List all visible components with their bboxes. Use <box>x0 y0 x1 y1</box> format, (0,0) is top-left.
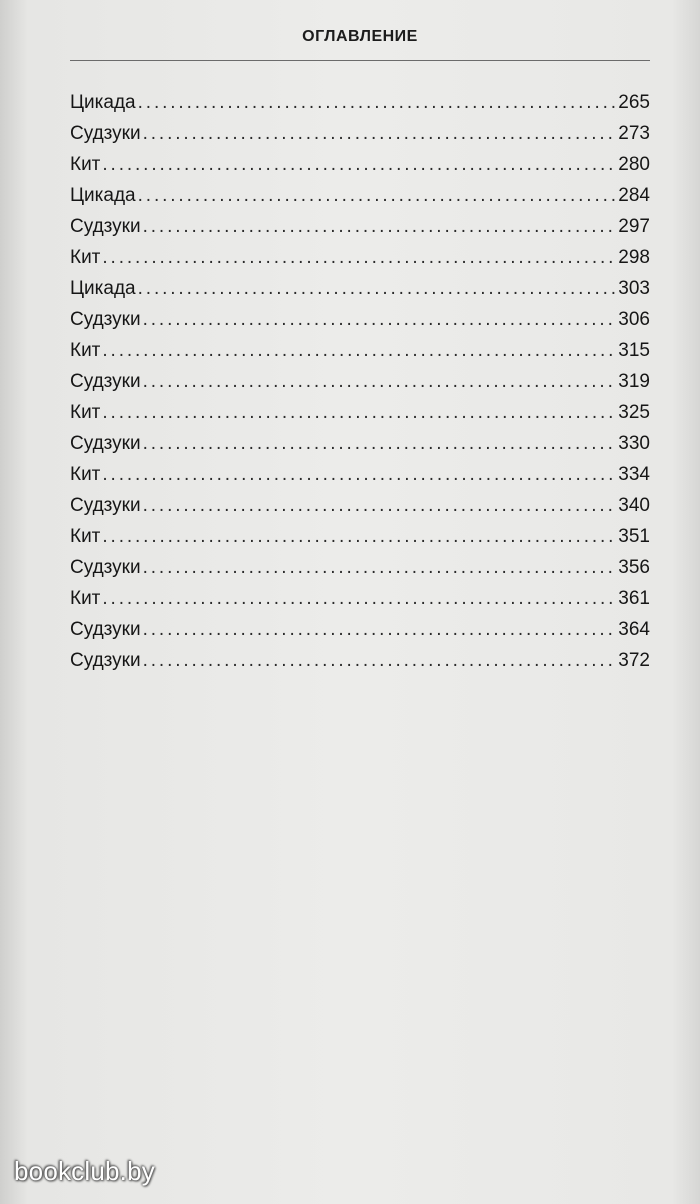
header-divider <box>70 60 650 61</box>
dot-leader <box>143 619 617 641</box>
dot-leader <box>138 185 617 207</box>
toc-entry-page: 340 <box>618 495 650 516</box>
toc-entry-title: Цикада <box>70 185 136 206</box>
toc-entry-title: Кит <box>70 247 101 268</box>
toc-entry-title: Судзуки <box>70 216 141 237</box>
toc-entry-page: 284 <box>618 185 650 206</box>
toc-entry[interactable] <box>70 557 650 588</box>
table-of-contents <box>70 92 650 681</box>
dot-leader <box>102 154 616 176</box>
page-header <box>70 28 650 46</box>
toc-entry-page: 356 <box>618 557 650 578</box>
toc-entry[interactable] <box>70 216 650 247</box>
toc-entry[interactable] <box>70 433 650 464</box>
toc-entry-page: 372 <box>618 650 650 671</box>
toc-entry-page: 364 <box>618 619 650 640</box>
toc-entry-page: 315 <box>618 340 650 361</box>
toc-entry[interactable] <box>70 495 650 526</box>
toc-entry-title: Судзуки <box>70 557 141 578</box>
toc-entry[interactable] <box>70 154 650 185</box>
toc-entry[interactable] <box>70 371 650 402</box>
toc-entry-page: 330 <box>618 433 650 454</box>
dot-leader <box>143 650 617 672</box>
dot-leader <box>143 433 617 455</box>
toc-entry[interactable] <box>70 340 650 371</box>
toc-entry-title: Судзуки <box>70 619 141 640</box>
toc-entry-page: 298 <box>618 247 650 268</box>
toc-entry-page: 273 <box>618 123 650 144</box>
toc-entry-page: 306 <box>618 309 650 330</box>
toc-entry-page: 265 <box>618 92 650 113</box>
dot-leader <box>143 123 617 145</box>
page-title: ОГЛАВЛЕНИЕ <box>302 28 418 45</box>
dot-leader <box>102 464 616 486</box>
toc-entry-title: Цикада <box>70 278 136 299</box>
toc-entry-title: Кит <box>70 154 101 175</box>
toc-entry-page: 334 <box>618 464 650 485</box>
toc-entry-page: 351 <box>618 526 650 547</box>
dot-leader <box>102 588 616 610</box>
dot-leader <box>102 247 616 269</box>
toc-entry-title: Судзуки <box>70 371 141 392</box>
toc-entry[interactable] <box>70 588 650 619</box>
dot-leader <box>138 92 617 114</box>
dot-leader <box>143 309 617 331</box>
toc-entry-title: Судзуки <box>70 123 141 144</box>
toc-entry-page: 319 <box>618 371 650 392</box>
toc-entry-title: Цикада <box>70 92 136 113</box>
site-watermark: bookclub.by <box>14 1156 155 1186</box>
toc-entry-page: 297 <box>618 216 650 237</box>
dot-leader <box>102 340 616 362</box>
toc-entry-title: Кит <box>70 588 101 609</box>
toc-entry[interactable] <box>70 278 650 309</box>
toc-entry[interactable] <box>70 464 650 495</box>
toc-entry-page: 361 <box>618 588 650 609</box>
dot-leader <box>143 216 617 238</box>
toc-entry[interactable] <box>70 123 650 154</box>
dot-leader <box>143 371 617 393</box>
toc-entry-page: 303 <box>618 278 650 299</box>
toc-entry-title: Кит <box>70 340 101 361</box>
toc-entry-title: Судзуки <box>70 495 141 516</box>
dot-leader <box>143 495 617 517</box>
dot-leader <box>138 278 617 300</box>
dot-leader <box>102 526 616 548</box>
toc-entry[interactable] <box>70 619 650 650</box>
toc-entry-page: 280 <box>618 154 650 175</box>
toc-entry-title: Кит <box>70 402 101 423</box>
toc-entry-title: Кит <box>70 526 101 547</box>
toc-entry[interactable] <box>70 402 650 433</box>
toc-entry[interactable] <box>70 185 650 216</box>
toc-entry-page: 325 <box>618 402 650 423</box>
toc-entry[interactable] <box>70 526 650 557</box>
dot-leader <box>143 557 617 579</box>
toc-entry-title: Кит <box>70 464 101 485</box>
toc-entry[interactable] <box>70 92 650 123</box>
toc-entry-title: Судзуки <box>70 433 141 454</box>
toc-entry[interactable] <box>70 650 650 681</box>
toc-entry-title: Судзуки <box>70 650 141 671</box>
toc-entry-title: Судзуки <box>70 309 141 330</box>
dot-leader <box>102 402 616 424</box>
toc-entry[interactable] <box>70 309 650 340</box>
toc-entry[interactable] <box>70 247 650 278</box>
